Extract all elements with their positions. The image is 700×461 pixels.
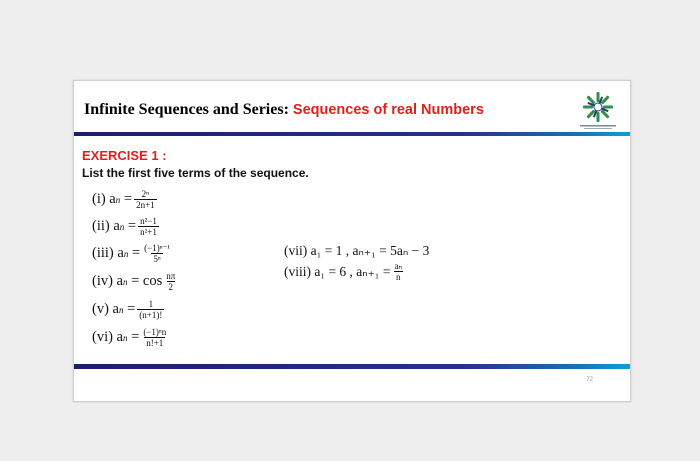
equation-vi: (vi) a n = $\frac{\text{(−1)ⁿn}}{n!+1}$ — [92, 327, 167, 348]
equation-vii: (vii) a₁ = 1 , aₙ₊₁ = 5aₙ − 3 — [284, 243, 430, 258]
exercise-instruction: List the first five terms of the sequence. — [82, 166, 309, 180]
slide — [73, 80, 631, 402]
header-divider-bar — [74, 132, 630, 136]
title-main: Infinite Sequences and Series: — [84, 101, 293, 118]
equation-viii: (viii) a₁ = 6 , aₙ₊₁ = $\frac{\text{aₙ}}{n}$ — [284, 261, 403, 282]
equation-i: (i) a n = $\frac{\text{2ⁿ}}{2n+1}$ — [92, 189, 155, 210]
exercise-heading: EXERCISE 1 : — [82, 148, 167, 163]
title-subtitle: Sequences of real Numbers — [292, 102, 484, 118]
equation-iii: (iii) a n = $\frac{\text{(−1)ⁿ⁻¹}}{\text{5ⁿ}}$ — [92, 243, 170, 264]
equation-v: (v) a n = $\frac{1}{(n+1)!}$ — [92, 299, 163, 320]
page-number: 72 — [586, 377, 593, 383]
equation-ii: (ii) a n = $\frac{\text{n²−1}}{\text{n²+1}}$ — [92, 216, 157, 237]
university-emblem-icon — [576, 87, 620, 131]
footer-divider-bar — [74, 364, 630, 369]
equation-iv: (iv) a n = cos $\frac{n\pi}{2}$ — [92, 271, 176, 292]
slide-title — [84, 101, 484, 119]
